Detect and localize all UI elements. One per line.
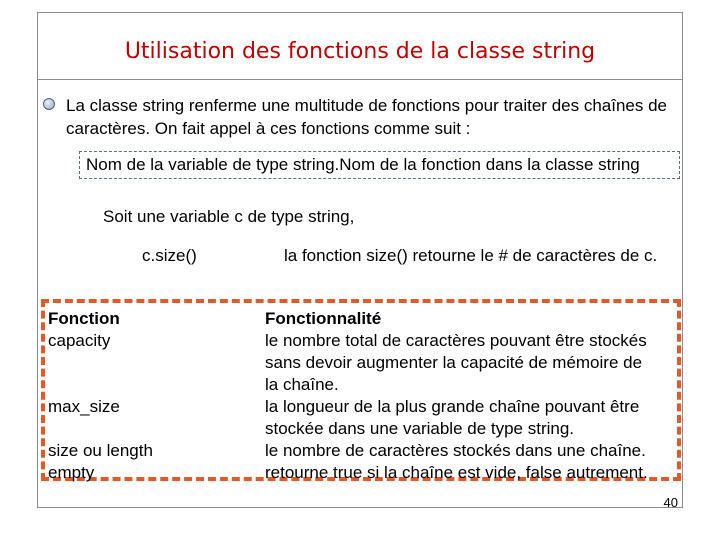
functionality-line: la chaîne. xyxy=(265,375,339,394)
bullet-icon xyxy=(43,98,55,110)
functionality-header: Fonctionnalité xyxy=(265,309,382,328)
title-box xyxy=(37,12,683,80)
syntax-text: Nom de la variable de type string.Nom de la fonction dans la classe string xyxy=(86,155,640,174)
spacer xyxy=(48,352,248,374)
functionality-line: le nombre total de caractères pouvant être stockés xyxy=(265,331,647,350)
example-description: la fonction size() retourne le # de caractères de c. xyxy=(284,246,658,265)
functionality-column xyxy=(265,308,685,484)
function-name: capacity xyxy=(48,331,111,350)
intro-paragraph: La classe string renferme une multitude de fonctions pour traiter des chaînes de caractères. On fait appel à ces fonctions comme suit : xyxy=(66,96,668,138)
function-header: Fonction xyxy=(48,309,120,328)
functionality-line: la longueur de la plus grande chaîne pouvant être xyxy=(265,397,640,416)
spacer xyxy=(48,374,248,396)
function-name: max_size xyxy=(48,397,120,416)
functionality-line: retourne true si la chaîne est vide, false autrement. xyxy=(265,463,648,482)
slide-title: Utilisation des fonctions de la classe string xyxy=(124,39,596,64)
function-name: empty xyxy=(48,463,95,482)
functionality-line: stockée dans une variable de type string. xyxy=(265,419,575,438)
function-name: size ou length xyxy=(48,441,153,460)
spacer xyxy=(48,418,248,440)
functionality-line: le nombre de caractères stockés dans une chaîne. xyxy=(265,441,646,460)
example-intro: Soit une variable c de type string, xyxy=(103,207,355,226)
functionality-line: sans devoir augmenter la capacité de mémoire de xyxy=(265,353,643,372)
example-call: c.size() xyxy=(142,246,197,265)
function-column xyxy=(48,308,248,484)
page-number: 40 xyxy=(663,495,678,510)
